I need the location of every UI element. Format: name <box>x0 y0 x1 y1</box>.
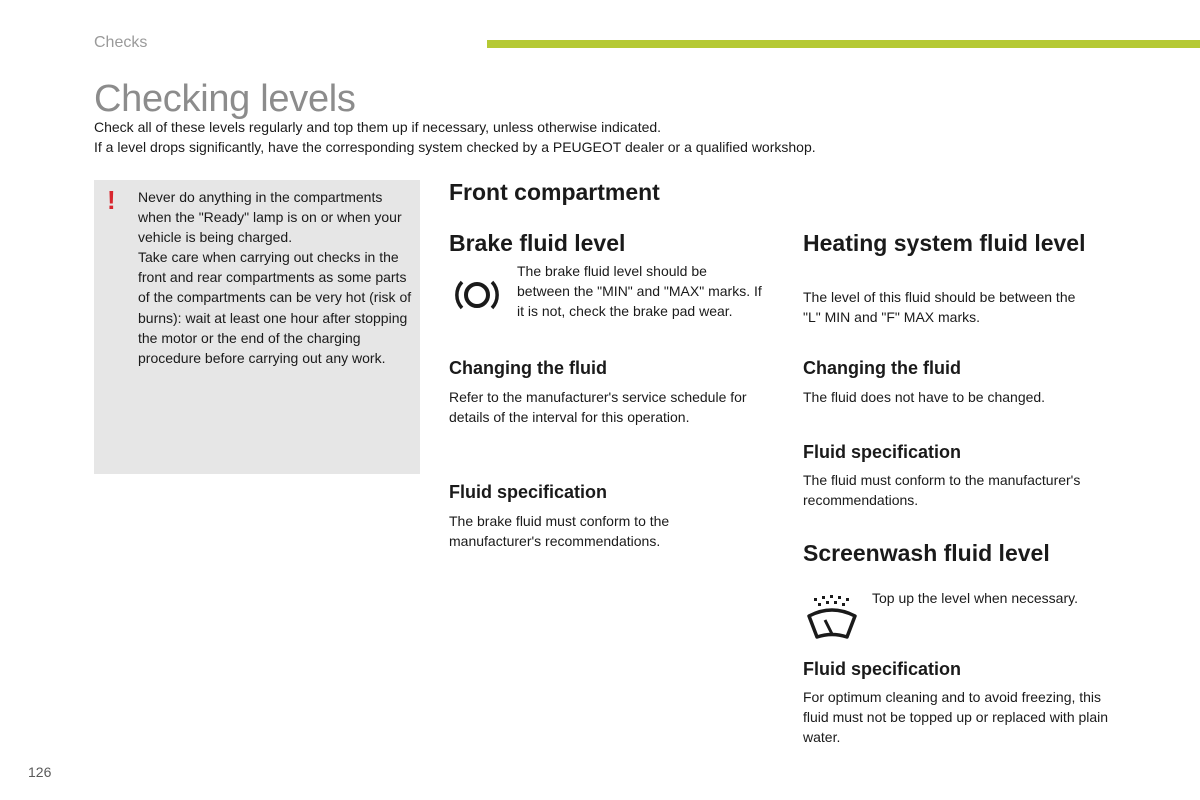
warning-text <box>138 187 413 368</box>
brake-fluid-text: The brake fluid level should be between the "MIN" and "MAX" marks. If it is not, check the brake pad wear. <box>517 263 762 320</box>
heating-spec-heading: Fluid specification <box>803 442 962 462</box>
screenwash-heading: Screenwash fluid level <box>803 540 1050 566</box>
heating-fluid-heading: Heating system fluid level <box>803 230 1086 256</box>
heating-changing-heading: Changing the fluid <box>803 358 961 378</box>
exclamation-icon: ! <box>107 185 116 215</box>
washer-fluid-icon <box>804 594 860 644</box>
brake-changing-text: Refer to the manufacturer's service schedule for details of the interval for this operation. <box>449 389 747 426</box>
heating-spec-text: The fluid must conform to the manufacturer's recommendations. <box>803 472 1081 509</box>
brake-fluid-heading: Brake fluid level <box>449 230 626 256</box>
heating-changing-text: The fluid does not have to be changed. <box>803 389 1046 405</box>
header-accent-bar <box>487 40 1200 48</box>
intro-line-2: If a level drops significantly, have the corresponding system checked by a PEUGEOT dealer or a qualified workshop. <box>94 139 816 155</box>
screenwash-text: Top up the level when necessary. <box>872 590 1078 606</box>
brake-changing-heading: Changing the fluid <box>449 358 607 378</box>
screenwash-spec-heading: Fluid specification <box>803 659 962 679</box>
brake-spec-heading: Fluid specification <box>449 482 608 502</box>
page-number: 126 <box>28 764 52 780</box>
warning-paragraph-2: Take care when carrying out checks in the front and rear compartments as some parts of the compartments can be very hot (risk of burns): wait at least one hour after stopping the motor or the end of the charging procedure before carrying out any work. <box>138 249 412 366</box>
section-label: Checks <box>94 34 148 51</box>
warning-paragraph-1: Never do anything in the compartments when the "Ready" lamp is on or when your vehicle is being charged. <box>138 189 402 246</box>
intro-line-1: Check all of these levels regularly and top them up if necessary, unless otherwise indicated. <box>94 119 662 135</box>
screenwash-spec-text: For optimum cleaning and to avoid freezing, this fluid must not be topped up or replaced with plain water. <box>803 689 1109 746</box>
heating-fluid-text: The level of this fluid should be between the "L" MIN and "F" MAX marks. <box>803 289 1076 326</box>
page-title: Checking levels <box>94 78 356 120</box>
brake-warning-icon <box>453 274 501 316</box>
brake-spec-text: The brake fluid must conform to the manufacturer's recommendations. <box>449 513 670 550</box>
front-compartment-heading: Front compartment <box>449 179 660 205</box>
